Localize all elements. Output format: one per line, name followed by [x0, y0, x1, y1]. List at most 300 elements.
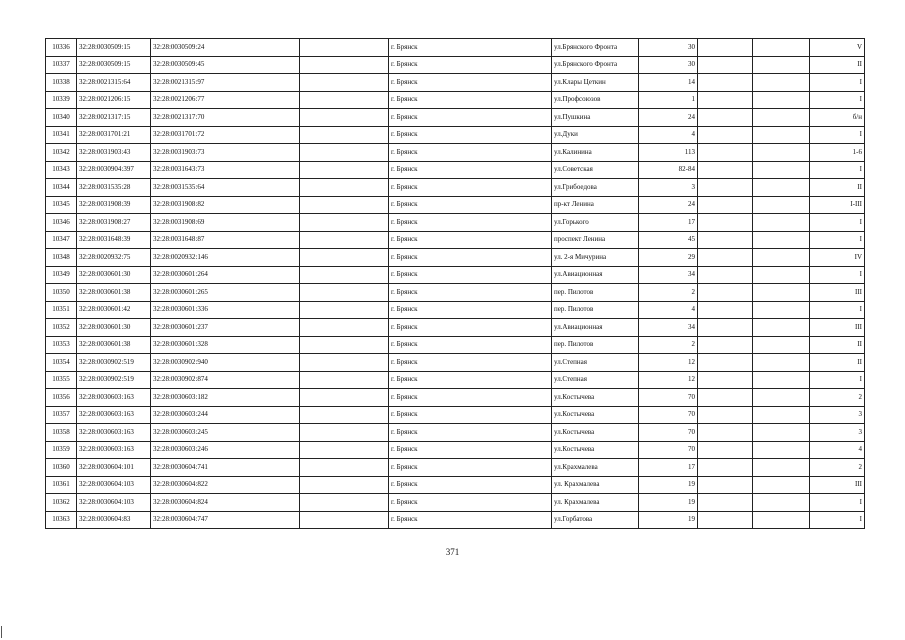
- land-cadastral-number-cell: 32:28:0030601:38: [77, 336, 151, 354]
- city-cell: г. Брянск: [389, 336, 552, 354]
- record-number-cell: 10353: [46, 336, 77, 354]
- empty-cell: [753, 109, 810, 127]
- house-number-cell: 2: [639, 336, 698, 354]
- object-cadastral-number-cell: 32:28:0031535:64: [151, 179, 300, 197]
- empty-cell: [753, 249, 810, 267]
- house-number-cell: 70: [639, 424, 698, 442]
- premises-number-cell: 2: [810, 389, 865, 407]
- object-cadastral-number-cell: 32:28:0021315:97: [151, 74, 300, 92]
- empty-cell: [698, 196, 753, 214]
- empty-cell: [300, 266, 389, 284]
- empty-cell: [698, 336, 753, 354]
- table-row: [46, 406, 865, 424]
- empty-cell: [753, 39, 810, 57]
- city-cell: г. Брянск: [389, 319, 552, 337]
- premises-number-cell: I: [810, 231, 865, 249]
- record-number-cell: 10350: [46, 284, 77, 302]
- premises-number-cell: 3: [810, 424, 865, 442]
- premises-number-cell: I: [810, 511, 865, 529]
- empty-cell: [753, 179, 810, 197]
- land-cadastral-number-cell: 32:28:0031648:39: [77, 231, 151, 249]
- city-cell: г. Брянск: [389, 231, 552, 249]
- premises-number-cell: 3: [810, 406, 865, 424]
- premises-number-cell: I-III: [810, 196, 865, 214]
- house-number-cell: 19: [639, 511, 698, 529]
- register-table: [45, 38, 865, 529]
- record-number-cell: 10343: [46, 161, 77, 179]
- empty-cell: [300, 249, 389, 267]
- city-cell: г. Брянск: [389, 494, 552, 512]
- object-cadastral-number-cell: 32:28:0030604:822: [151, 476, 300, 494]
- land-cadastral-number-cell: 32:28:0031535:28: [77, 179, 151, 197]
- empty-cell: [698, 511, 753, 529]
- record-number-cell: 10352: [46, 319, 77, 337]
- land-cadastral-number-cell: 32:28:0030603:163: [77, 424, 151, 442]
- land-cadastral-number-cell: 32:28:0020932:75: [77, 249, 151, 267]
- city-cell: г. Брянск: [389, 144, 552, 162]
- city-cell: г. Брянск: [389, 371, 552, 389]
- street-cell: ул.Степная: [552, 354, 639, 372]
- table-row: [46, 441, 865, 459]
- object-cadastral-number-cell: 32:28:0030604:747: [151, 511, 300, 529]
- record-number-cell: 10348: [46, 249, 77, 267]
- street-cell: ул.Дуки: [552, 126, 639, 144]
- empty-cell: [698, 91, 753, 109]
- street-cell: пер. Пилотов: [552, 301, 639, 319]
- record-number-cell: 10360: [46, 459, 77, 477]
- record-number-cell: 10354: [46, 354, 77, 372]
- empty-cell: [698, 214, 753, 232]
- table-row: [46, 214, 865, 232]
- street-cell: ул. Крахмалева: [552, 494, 639, 512]
- object-cadastral-number-cell: 32:28:0030603:244: [151, 406, 300, 424]
- table-row: [46, 231, 865, 249]
- premises-number-cell: 2: [810, 459, 865, 477]
- street-cell: ул.Костычева: [552, 441, 639, 459]
- house-number-cell: 3: [639, 179, 698, 197]
- table-row: [46, 494, 865, 512]
- record-number-cell: 10359: [46, 441, 77, 459]
- empty-cell: [753, 284, 810, 302]
- street-cell: ул.Костычева: [552, 389, 639, 407]
- table-row: [46, 511, 865, 529]
- premises-number-cell: I: [810, 74, 865, 92]
- empty-cell: [753, 91, 810, 109]
- table-row: [46, 424, 865, 442]
- city-cell: г. Брянск: [389, 109, 552, 127]
- house-number-cell: 34: [639, 266, 698, 284]
- street-cell: ул.Пушкина: [552, 109, 639, 127]
- house-number-cell: 34: [639, 319, 698, 337]
- empty-cell: [300, 441, 389, 459]
- empty-cell: [300, 511, 389, 529]
- record-number-cell: 10358: [46, 424, 77, 442]
- object-cadastral-number-cell: 32:28:0030601:328: [151, 336, 300, 354]
- empty-cell: [300, 161, 389, 179]
- empty-cell: [753, 389, 810, 407]
- object-cadastral-number-cell: 32:28:0030601:336: [151, 301, 300, 319]
- empty-cell: [300, 424, 389, 442]
- land-cadastral-number-cell: 32:28:0030603:163: [77, 406, 151, 424]
- object-cadastral-number-cell: 32:28:0030603:182: [151, 389, 300, 407]
- street-cell: ул. Крахмалева: [552, 476, 639, 494]
- city-cell: г. Брянск: [389, 476, 552, 494]
- empty-cell: [698, 389, 753, 407]
- empty-cell: [753, 214, 810, 232]
- record-number-cell: 10363: [46, 511, 77, 529]
- empty-cell: [300, 476, 389, 494]
- city-cell: г. Брянск: [389, 406, 552, 424]
- land-cadastral-number-cell: 32:28:0021206:15: [77, 91, 151, 109]
- street-cell: ул.Грибоедова: [552, 179, 639, 197]
- house-number-cell: 113: [639, 144, 698, 162]
- house-number-cell: 70: [639, 406, 698, 424]
- empty-cell: [300, 319, 389, 337]
- object-cadastral-number-cell: 32:28:0030902:874: [151, 371, 300, 389]
- table-row: [46, 109, 865, 127]
- table-row: [46, 459, 865, 477]
- empty-cell: [300, 56, 389, 74]
- object-cadastral-number-cell: 32:28:0021206:77: [151, 91, 300, 109]
- record-number-cell: 10355: [46, 371, 77, 389]
- empty-cell: [300, 39, 389, 57]
- empty-cell: [300, 494, 389, 512]
- house-number-cell: 4: [639, 126, 698, 144]
- object-cadastral-number-cell: 32:28:0031908:82: [151, 196, 300, 214]
- empty-cell: [300, 389, 389, 407]
- land-cadastral-number-cell: 32:28:0031908:27: [77, 214, 151, 232]
- street-cell: ул. 2-я Мичурина: [552, 249, 639, 267]
- table-row: [46, 371, 865, 389]
- empty-cell: [753, 231, 810, 249]
- land-cadastral-number-cell: 32:28:0030904:397: [77, 161, 151, 179]
- empty-cell: [300, 406, 389, 424]
- empty-cell: [753, 476, 810, 494]
- house-number-cell: 70: [639, 441, 698, 459]
- house-number-cell: 24: [639, 196, 698, 214]
- land-cadastral-number-cell: 32:28:0030604:83: [77, 511, 151, 529]
- street-cell: ул.Авиационная: [552, 266, 639, 284]
- object-cadastral-number-cell: 32:28:0030604:741: [151, 459, 300, 477]
- table-row: [46, 74, 865, 92]
- table-row: [46, 476, 865, 494]
- record-number-cell: 10347: [46, 231, 77, 249]
- record-number-cell: 10349: [46, 266, 77, 284]
- empty-cell: [753, 56, 810, 74]
- premises-number-cell: I: [810, 126, 865, 144]
- object-cadastral-number-cell: 32:28:0031903:73: [151, 144, 300, 162]
- empty-cell: [300, 109, 389, 127]
- premises-number-cell: III: [810, 284, 865, 302]
- house-number-cell: 19: [639, 476, 698, 494]
- premises-number-cell: II: [810, 179, 865, 197]
- land-cadastral-number-cell: 32:28:0031903:43: [77, 144, 151, 162]
- empty-cell: [753, 266, 810, 284]
- land-cadastral-number-cell: 32:28:0021315:64: [77, 74, 151, 92]
- table-row: [46, 249, 865, 267]
- object-cadastral-number-cell: 32:28:0030601:265: [151, 284, 300, 302]
- street-cell: проспект Ленина: [552, 231, 639, 249]
- empty-cell: [753, 301, 810, 319]
- land-cadastral-number-cell: 32:28:0021317:15: [77, 109, 151, 127]
- record-number-cell: 10361: [46, 476, 77, 494]
- premises-number-cell: II: [810, 336, 865, 354]
- table-row: [46, 389, 865, 407]
- house-number-cell: 12: [639, 371, 698, 389]
- street-cell: ул.Профсоюзов: [552, 91, 639, 109]
- house-number-cell: 2: [639, 284, 698, 302]
- empty-cell: [753, 336, 810, 354]
- city-cell: г. Брянск: [389, 389, 552, 407]
- premises-number-cell: I: [810, 301, 865, 319]
- street-cell: пер. Пилотов: [552, 284, 639, 302]
- empty-cell: [698, 319, 753, 337]
- house-number-cell: 17: [639, 459, 698, 477]
- land-cadastral-number-cell: 32:28:0030603:163: [77, 389, 151, 407]
- empty-cell: [753, 494, 810, 512]
- page-number: 371: [445, 547, 460, 557]
- object-cadastral-number-cell: 32:28:0030604:824: [151, 494, 300, 512]
- empty-cell: [698, 161, 753, 179]
- table-row: [46, 161, 865, 179]
- street-cell: ул.Степная: [552, 371, 639, 389]
- empty-cell: [753, 161, 810, 179]
- record-number-cell: 10339: [46, 91, 77, 109]
- table-row: [46, 39, 865, 57]
- empty-cell: [300, 459, 389, 477]
- city-cell: г. Брянск: [389, 424, 552, 442]
- table-row: [46, 144, 865, 162]
- empty-cell: [300, 91, 389, 109]
- city-cell: г. Брянск: [389, 179, 552, 197]
- house-number-cell: 70: [639, 389, 698, 407]
- empty-cell: [698, 56, 753, 74]
- empty-cell: [300, 179, 389, 197]
- city-cell: г. Брянск: [389, 74, 552, 92]
- record-number-cell: 10357: [46, 406, 77, 424]
- empty-cell: [698, 424, 753, 442]
- empty-cell: [753, 441, 810, 459]
- empty-cell: [300, 301, 389, 319]
- land-cadastral-number-cell: 32:28:0030601:30: [77, 319, 151, 337]
- empty-cell: [753, 424, 810, 442]
- city-cell: г. Брянск: [389, 39, 552, 57]
- record-number-cell: 10344: [46, 179, 77, 197]
- record-number-cell: 10342: [46, 144, 77, 162]
- empty-cell: [753, 354, 810, 372]
- table-row: [46, 179, 865, 197]
- empty-cell: [698, 354, 753, 372]
- record-number-cell: 10340: [46, 109, 77, 127]
- empty-cell: [300, 214, 389, 232]
- object-cadastral-number-cell: 32:28:0030603:245: [151, 424, 300, 442]
- house-number-cell: 82-84: [639, 161, 698, 179]
- table-row: [46, 196, 865, 214]
- object-cadastral-number-cell: 32:28:0031908:69: [151, 214, 300, 232]
- empty-cell: [698, 459, 753, 477]
- premises-number-cell: II: [810, 354, 865, 372]
- city-cell: г. Брянск: [389, 249, 552, 267]
- house-number-cell: 24: [639, 109, 698, 127]
- land-cadastral-number-cell: 32:28:0030604:103: [77, 476, 151, 494]
- empty-cell: [300, 371, 389, 389]
- land-cadastral-number-cell: 32:28:0030601:30: [77, 266, 151, 284]
- street-cell: ул.Крахмалева: [552, 459, 639, 477]
- city-cell: г. Брянск: [389, 459, 552, 477]
- empty-cell: [753, 406, 810, 424]
- house-number-cell: 4: [639, 301, 698, 319]
- land-cadastral-number-cell: 32:28:0030509:15: [77, 39, 151, 57]
- premises-number-cell: I: [810, 494, 865, 512]
- city-cell: г. Брянск: [389, 511, 552, 529]
- city-cell: г. Брянск: [389, 354, 552, 372]
- premises-number-cell: II: [810, 56, 865, 74]
- empty-cell: [698, 144, 753, 162]
- street-cell: ул.Советская: [552, 161, 639, 179]
- table-row: [46, 319, 865, 337]
- city-cell: г. Брянск: [389, 301, 552, 319]
- empty-cell: [753, 196, 810, 214]
- empty-cell: [300, 144, 389, 162]
- record-number-cell: 10337: [46, 56, 77, 74]
- empty-cell: [698, 284, 753, 302]
- empty-cell: [698, 406, 753, 424]
- record-number-cell: 10345: [46, 196, 77, 214]
- street-cell: ул.Калинина: [552, 144, 639, 162]
- object-cadastral-number-cell: 32:28:0030509:45: [151, 56, 300, 74]
- street-cell: ул.Брянского Фронта: [552, 39, 639, 57]
- city-cell: г. Брянск: [389, 161, 552, 179]
- empty-cell: [300, 196, 389, 214]
- object-cadastral-number-cell: 32:28:0030603:246: [151, 441, 300, 459]
- empty-cell: [698, 494, 753, 512]
- premises-number-cell: III: [810, 476, 865, 494]
- record-number-cell: 10336: [46, 39, 77, 57]
- land-cadastral-number-cell: 32:28:0031701:21: [77, 126, 151, 144]
- object-cadastral-number-cell: 32:28:0021317:70: [151, 109, 300, 127]
- scan-margin-mark: [1, 626, 2, 638]
- premises-number-cell: I: [810, 371, 865, 389]
- table-row: [46, 266, 865, 284]
- table-row: [46, 336, 865, 354]
- empty-cell: [698, 109, 753, 127]
- object-cadastral-number-cell: 32:28:0030902:940: [151, 354, 300, 372]
- land-cadastral-number-cell: 32:28:0031908:39: [77, 196, 151, 214]
- city-cell: г. Брянск: [389, 126, 552, 144]
- empty-cell: [753, 126, 810, 144]
- record-number-cell: 10341: [46, 126, 77, 144]
- empty-cell: [698, 126, 753, 144]
- house-number-cell: 30: [639, 56, 698, 74]
- street-cell: ул.Горбатова: [552, 511, 639, 529]
- city-cell: г. Брянск: [389, 266, 552, 284]
- land-cadastral-number-cell: 32:28:0030601:42: [77, 301, 151, 319]
- premises-number-cell: I: [810, 161, 865, 179]
- land-cadastral-number-cell: 32:28:0030902:519: [77, 371, 151, 389]
- city-cell: г. Брянск: [389, 214, 552, 232]
- record-number-cell: 10351: [46, 301, 77, 319]
- table-row: [46, 126, 865, 144]
- record-number-cell: 10338: [46, 74, 77, 92]
- empty-cell: [698, 301, 753, 319]
- empty-cell: [698, 179, 753, 197]
- empty-cell: [300, 74, 389, 92]
- premises-number-cell: 4: [810, 441, 865, 459]
- object-cadastral-number-cell: 32:28:0030601:237: [151, 319, 300, 337]
- empty-cell: [753, 459, 810, 477]
- empty-cell: [698, 441, 753, 459]
- premises-number-cell: I: [810, 214, 865, 232]
- empty-cell: [698, 39, 753, 57]
- house-number-cell: 29: [639, 249, 698, 267]
- object-cadastral-number-cell: 32:28:0020932:146: [151, 249, 300, 267]
- empty-cell: [698, 371, 753, 389]
- street-cell: ул.Брянского Фронта: [552, 56, 639, 74]
- empty-cell: [698, 231, 753, 249]
- land-cadastral-number-cell: 32:28:0030601:38: [77, 284, 151, 302]
- premises-number-cell: I: [810, 91, 865, 109]
- record-number-cell: 10346: [46, 214, 77, 232]
- city-cell: г. Брянск: [389, 284, 552, 302]
- table-row: [46, 91, 865, 109]
- empty-cell: [300, 336, 389, 354]
- premises-number-cell: I: [810, 266, 865, 284]
- premises-number-cell: 1-6: [810, 144, 865, 162]
- empty-cell: [753, 74, 810, 92]
- table-row: [46, 284, 865, 302]
- premises-number-cell: III: [810, 319, 865, 337]
- street-cell: ул.Костычева: [552, 406, 639, 424]
- city-cell: г. Брянск: [389, 196, 552, 214]
- house-number-cell: 17: [639, 214, 698, 232]
- empty-cell: [698, 476, 753, 494]
- empty-cell: [300, 231, 389, 249]
- object-cadastral-number-cell: 32:28:0030601:264: [151, 266, 300, 284]
- house-number-cell: 14: [639, 74, 698, 92]
- empty-cell: [753, 371, 810, 389]
- table-row: [46, 354, 865, 372]
- empty-cell: [300, 284, 389, 302]
- land-cadastral-number-cell: 32:28:0030902:519: [77, 354, 151, 372]
- empty-cell: [300, 354, 389, 372]
- empty-cell: [698, 249, 753, 267]
- house-number-cell: 19: [639, 494, 698, 512]
- city-cell: г. Брянск: [389, 56, 552, 74]
- land-cadastral-number-cell: 32:28:0030604:103: [77, 494, 151, 512]
- premises-number-cell: V: [810, 39, 865, 57]
- object-cadastral-number-cell: 32:28:0030509:24: [151, 39, 300, 57]
- street-cell: пер. Пилотов: [552, 336, 639, 354]
- city-cell: г. Брянск: [389, 91, 552, 109]
- table-row: [46, 56, 865, 74]
- record-number-cell: 10362: [46, 494, 77, 512]
- house-number-cell: 1: [639, 91, 698, 109]
- empty-cell: [753, 511, 810, 529]
- city-cell: г. Брянск: [389, 441, 552, 459]
- empty-cell: [300, 126, 389, 144]
- street-cell: пр-кт Ленина: [552, 196, 639, 214]
- empty-cell: [753, 144, 810, 162]
- house-number-cell: 12: [639, 354, 698, 372]
- register-table-body: [46, 39, 865, 529]
- premises-number-cell: IV: [810, 249, 865, 267]
- empty-cell: [698, 266, 753, 284]
- street-cell: ул.Горького: [552, 214, 639, 232]
- record-number-cell: 10356: [46, 389, 77, 407]
- street-cell: ул.Клары Цеткин: [552, 74, 639, 92]
- land-cadastral-number-cell: 32:28:0030603:163: [77, 441, 151, 459]
- street-cell: ул.Авиационная: [552, 319, 639, 337]
